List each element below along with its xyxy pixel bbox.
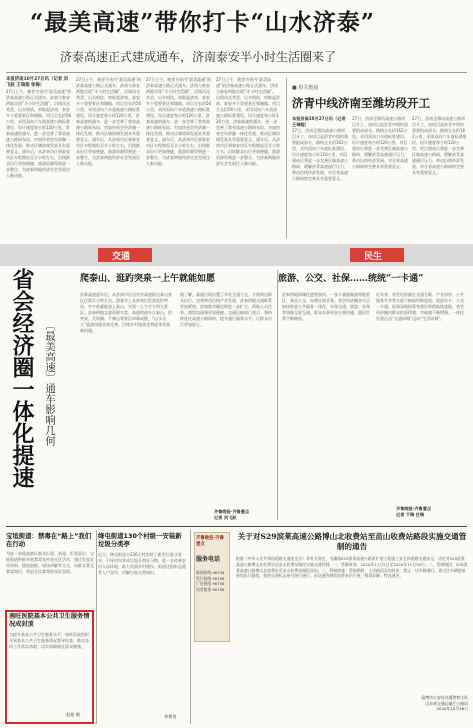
related-body-col2: 27日，济南至潍坊高速公路项目开工，该项目是济青中线的重要组成部分，路线全长约162公里，采用双向六车道标准建设，设计速度每小时120公里。项目建成后将进一步完善区域高速公路网，缓解济青高速通行压力，带动沿线经济发展，对全省高速公路网络完善具有重要意义。 xyxy=(352,116,408,169)
top-body-col2: 27日上午，被誉为省内“最美高速”的济泰高速公路正式通车，济南与泰安两地实现“半小时生活圈”，沿线风光秀美，山水相依，串联起济南、泰安多个重要景区和城镇。项目全长约56公里，采用双向六车道高速公路标准建设，设计速度每小时120公里。济泰高速的通车，进一步完善了我省高速公路网布局，对加快省会经济圈一体化发展、推动区域协调发展具有重要意义。通车后，从济南市区到泰安市区车程缩短至半小时左右，沿线群众出行更加便捷，旅游资源得到进一步整合，为济泰两地经济社会发展注入新动能。 xyxy=(76,77,142,166)
b1-body: 为进一步提高辖区群众识毒、防毒、拒毒意识，宝坻街道积极开展禁毒宣传进社区活动，通过发放宣传资料、摆放展板、现场讲解等方式，向群众普及禁毒知识，营造全民禁毒的良好氛围。 xyxy=(6,551,94,574)
b1-title: 宝坻街道：禁毒在“路上”我们在行动 xyxy=(6,532,92,548)
traffic-tag: 交通 xyxy=(112,252,131,262)
service-brand: 齐鲁晚报·齐鲁壹点 xyxy=(196,536,225,547)
top-byline: 本报济南10月27日讯（记者 刘飞跃 王瑞超 张梅） xyxy=(6,77,69,88)
vertical-main-title: 省会经济圈一体化提速 xyxy=(9,268,35,488)
related-body-col3: 27日，济南至潍坊高速公路项目开工，该项目是济青中线的重要组成部分，路线全长约162公里，采用双向六车道标准建设，设计速度每小时120公里。项目建成后将进一步完善区域高速公路网，缓解济青高速通行压力，带动沿线经济发展，对全省高速公路网络完善具有重要意义。 xyxy=(412,116,467,175)
b3-title: 绛屯街道130个村级一安装新垃圾分类亭 xyxy=(98,532,182,548)
headline: “最美高速”带你打卡“山水济泰” xyxy=(30,9,375,36)
top-body-col4: 27日上午，被誉为省内“最美高速”的济泰高速公路正式通车，济南与泰安两地实现“半小时生活圈”，沿线风光秀美，山水相依，串联起济南、泰安多个重要景区和城镇。项目全长约56公里，采用双向六车道高速公路标准建设，设计速度每小时120公里。济泰高速的通车，进一步完善了我省高速公路网布局，对加快省会经济圈一体化发展、推动区域协调发展具有重要意义。通车后，从济南市区到泰安市区车程缩短至半小时左右，沿线群众出行更加便捷，旅游资源得到进一步整合，为济泰两地经济社会发展注入新动能。 xyxy=(216,77,280,166)
b2-title: 南旺医院基本公共卫生服务情况成封顶 xyxy=(9,613,90,628)
livelihood-title: 旅游、公交、社保……统统“一卡通” xyxy=(278,274,424,284)
mid-sig-left: 齐鲁晚报·齐鲁壹点 记者 刘飞跃 xyxy=(214,509,250,520)
notice-signature: 淄博市公安局交通警察支队 山东省交通运输厅公路局 2020年10月26日 xyxy=(421,695,468,712)
mid-sig-right: 齐鲁晚报·齐鲁壹点 记者 于瑞 任瑞 xyxy=(396,506,432,517)
bottom-rule xyxy=(6,526,467,527)
divider-b1 xyxy=(96,530,97,724)
mid-col1: 济泰高速通车后，从济南市区出发经高速抵达泰山景区仅需半小时左右。游客早上从济南出发游览趵突泉，中午前就能登上泰山，实现一上午打卡两大景区。济泰两地文旅资源丰富，高速的通车让泰山、趵突泉、大明湖、千佛山等景区串珠成链，“山水圣人”旅游线路更加完善，沿线乡村旅游也将迎来发展新机遇。 xyxy=(80,292,172,333)
service-title: 服务电话 xyxy=(196,556,221,563)
b2-body: 为提升基本公共卫生服务水平，南旺医院组织开展基本公共卫生服务情况督导检查，推动各项工作落实落细，切实保障辖区群众健康。 xyxy=(9,632,89,649)
notice-body: 根据《中华人民共和国道路交通安全法》等有关规定，为确保S29滨莱高速公路改扩建工程施工安全和道路交通安全，决定对S29滨莱高速公路博山北收费站至苗山收费站路段实施交通管制。一、管制时间：2020年11月2日至2020年11月30日。二、管制路段：S29滨莱高速公路博山北收费站至苗山收费站路段双向。三、管制措施：管制期间，上述路段双向封闭，禁止一切车辆通行。请过往车辆提前规划出行路线，按照交通标志指引绕行通行。因交通管制给您带来的不便，敬请谅解。特此通告。 xyxy=(236,556,468,579)
divider-top-right xyxy=(286,78,287,238)
related-title: 济青中线济南至潍坊段开工 xyxy=(292,96,430,110)
headline-rule xyxy=(6,72,467,73)
related-body-col1: 27日，济南至潍坊高速公路项目开工，该项目是济青中线的重要组成部分，路线全长约162公里，采用双向六车道标准建设，设计速度每小时120公里。项目建成后将进一步完善区域高速公路网，缓解济青高速通行压力，带动沿线经济发展，对全省高速公路网络完善具有重要意义。 xyxy=(292,128,348,181)
related-tag: ■ 相关链接 xyxy=(292,85,319,91)
notice-title: 关于对S29滨莱高速公路博山北收费站至苗山收费站路段实施交通管制的通告 xyxy=(237,532,467,551)
subheadline: 济泰高速正式建成通车，济南泰安半小时生活圈来了 xyxy=(60,50,337,64)
related-byline: 本报济南10月27日讯（记者 王瑞超） xyxy=(292,116,346,127)
divider-mid xyxy=(277,270,278,520)
mid-col4: 近年来，省会经济圈在交通互联、产业协作、公共服务共享等方面不断取得新进展。旅游年卡、公交一卡通、医保异地结算等便民举措陆续落地，省会经济圈内群众的获得感、幸福感不断增强，一体化发展正由“交通同城”迈向“生活同城”。 xyxy=(376,292,464,321)
service-body: 新闻热线 96706 发行热线 96706 广告热线 96706 读者服务 96706 xyxy=(196,570,225,592)
top-body-col1: 27日上午，被誉为省内“最美高速”的济泰高速公路正式通车，济南与泰安两地实现“半小时生活圈”，沿线风光秀美，山水相依，串联起济南、泰安多个重要景区和城镇。项目全长约56公里，采用双向六车道高速公路标准建设，设计速度每小时120公里。济泰高速的通车，进一步完善了我省高速公路网布局，对加快省会经济圈一体化发展、推动区域协调发展具有重要意义。通车后，从济南市区到泰安市区车程缩短至半小时左右，沿线群众出行更加便捷，旅游资源得到进一步整合，为济泰两地经济社会发展注入新动能。 xyxy=(6,89,72,178)
traffic-title: 爬泰山、逛趵突泉一上午就能如愿 xyxy=(80,274,216,284)
top-body-col3: 27日上午，被誉为省内“最美高速”的济泰高速公路正式通车，济南与泰安两地实现“半小时生活圈”，沿线风光秀美，山水相依，串联起济南、泰安多个重要景区和城镇。项目全长约56公里，采用双向六车道高速公路标准建设，设计速度每小时120公里。济泰高速的通车，进一步完善了我省高速公路网布局，对加快省会经济圈一体化发展、推动区域协调发展具有重要意义。通车后，从济南市区到泰安市区车程缩短至半小时左右，沿线群众出行更加便捷，旅游资源得到进一步整合，为济泰两地经济社会发展注入新动能。 xyxy=(146,77,212,166)
b3-sig: 李赛男 xyxy=(164,714,177,719)
mid-col2: 据了解，高速沿线设置了多处互通立交，方便周边群众出行，也将带动沿线产业发展。济泰两地交通联系更加紧密，济南都市圈范围进一步扩大，两地人员往来、商贸流通将更加便捷。交通运输部门表示，将持续优化高速公路网络，提升通行服务水平，让群众出行更加舒心。 xyxy=(180,292,272,327)
livelihood-tag: 民生 xyxy=(364,252,383,262)
vertical-subtitle: 〔最美高速〕通车影响几何 xyxy=(44,320,56,446)
b2-sig: 赵超 摄 xyxy=(66,712,80,717)
mid-col3: 济泰两地同城化进程加快，一张卡就能畅游两地景区、乘坐公交、办理社保业务。省会经济圈各市正加快推进公共服务一体化，实现交通、旅游、社保等领域互联互通，群众办事更加方便快捷，惠民红利不断释放。 xyxy=(282,292,370,321)
b3-body: 近日，绛屯街道为130个村安装了新型垃圾分类亭，引导村民养成垃圾分类好习惯，进一步改善农村人居环境，助力美丽乡村建设。街道还组织志愿者入户宣传，讲解垃圾分类知识。 xyxy=(98,552,186,575)
divider-b2 xyxy=(190,530,191,724)
